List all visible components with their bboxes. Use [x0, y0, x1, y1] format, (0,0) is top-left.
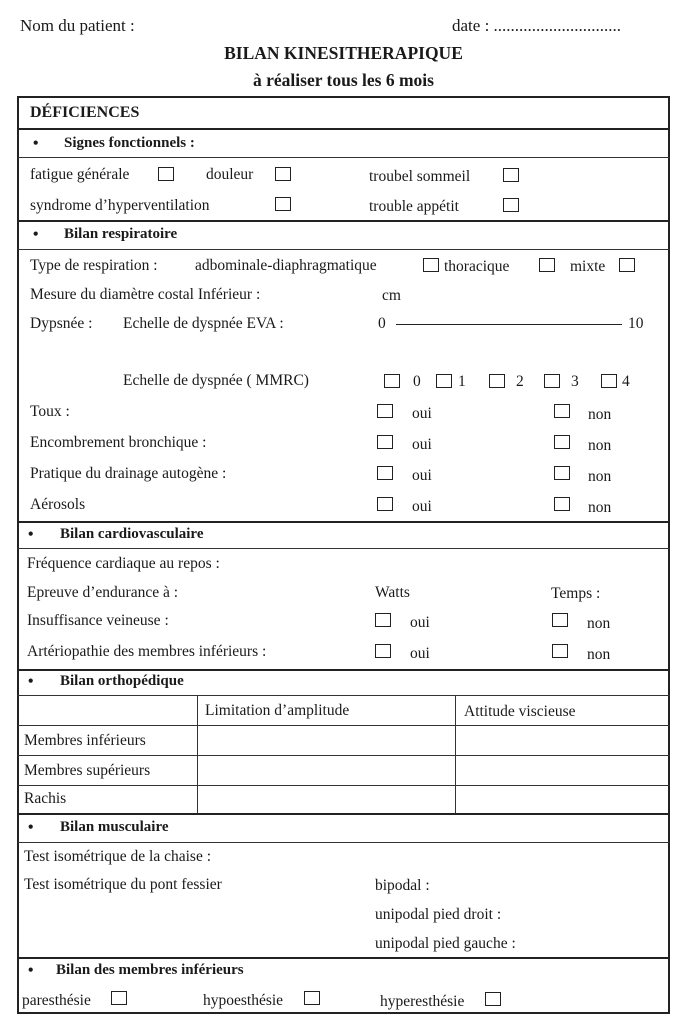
toux-oui-checkbox[interactable] — [377, 404, 393, 418]
eva-scale-line[interactable] — [396, 324, 622, 325]
signes-fonctionnels-heading: Signes fonctionnels : — [64, 135, 195, 151]
aerosols-non-checkbox[interactable] — [554, 497, 570, 511]
mmrc-label: Echelle de dyspnée ( MMRC) — [123, 372, 309, 389]
paresthesie-label: paresthésie — [22, 992, 91, 1009]
dyspnee-label: Dypsnée : — [30, 315, 93, 332]
bullet: • — [28, 673, 34, 690]
bullet: • — [28, 962, 34, 979]
temps-label: Temps : — [551, 585, 601, 602]
hyperesthesie-label: hyperesthésie — [380, 993, 465, 1010]
paresthesie-checkbox[interactable] — [111, 991, 127, 1005]
appetit-checkbox[interactable] — [503, 198, 519, 212]
mmrc-3-checkbox[interactable] — [544, 374, 560, 388]
non-label: non — [588, 437, 612, 454]
oui-label: oui — [412, 498, 432, 515]
thoracique-label: thoracique — [444, 258, 510, 275]
drainage-oui-checkbox[interactable] — [377, 466, 393, 480]
eva-label: Echelle de dyspnée EVA : — [123, 315, 284, 332]
encombrement-label: Encombrement bronchique : — [30, 434, 207, 451]
type-respiration-label: Type de respiration : — [30, 257, 158, 274]
abdominale-checkbox[interactable] — [423, 258, 439, 272]
mmrc-4-checkbox[interactable] — [601, 374, 617, 388]
mmrc-1-checkbox[interactable] — [436, 374, 452, 388]
hypoesthesie-label: hypoesthésie — [203, 992, 284, 1009]
patient-name-label: Nom du patient : — [20, 16, 135, 35]
divider — [17, 521, 670, 523]
mmrc-3-label: 3 — [571, 373, 579, 390]
mmrc-1-label: 1 — [458, 373, 466, 390]
unipodal-gauche-label: unipodal pied gauche : — [375, 935, 516, 952]
encombrement-oui-checkbox[interactable] — [377, 435, 393, 449]
sommeil-checkbox[interactable] — [503, 168, 519, 182]
bullet: • — [33, 226, 39, 243]
divider — [17, 813, 670, 815]
eva-max: 10 — [628, 315, 644, 332]
ortho-col-attitude: Attitude viscieuse — [464, 703, 576, 720]
eva-min: 0 — [378, 315, 386, 332]
arteriopathie-label: Artériopathie des membres inférieurs : — [27, 643, 267, 660]
mmrc-0-label: 0 — [413, 373, 421, 390]
ortho-col-divider — [197, 695, 198, 813]
aerosols-oui-checkbox[interactable] — [377, 497, 393, 511]
bilan-musculaire-heading: Bilan musculaire — [60, 819, 169, 835]
aerosols-label: Aérosols — [30, 496, 86, 513]
deficiences-heading: DÉFICIENCES — [30, 104, 140, 121]
divider — [17, 695, 670, 696]
divider — [17, 157, 670, 158]
mmrc-4-label: 4 — [622, 373, 630, 390]
divider — [17, 842, 670, 843]
mixte-label: mixte — [570, 258, 606, 275]
mmrc-0-checkbox[interactable] — [384, 374, 400, 388]
mmrc-2-checkbox[interactable] — [489, 374, 505, 388]
insuffisance-oui-checkbox[interactable] — [375, 613, 391, 627]
insuffisance-non-checkbox[interactable] — [552, 613, 568, 627]
ortho-row-membres-sup: Membres supérieurs — [24, 762, 151, 779]
epreuve-label: Epreuve d’endurance à : — [27, 584, 179, 601]
oui-label: oui — [410, 614, 430, 631]
douleur-checkbox[interactable] — [275, 167, 291, 181]
bipodal-label: bipodal : — [375, 877, 430, 894]
hyperventilation-checkbox[interactable] — [275, 197, 291, 211]
divider — [17, 957, 670, 959]
toux-label: Toux : — [30, 403, 70, 420]
appetit-label: trouble appétit — [369, 198, 459, 215]
bilan-ortho-heading: Bilan orthopédique — [60, 673, 184, 689]
ortho-col-limitation: Limitation d’amplitude — [205, 702, 350, 719]
mmrc-2-label: 2 — [516, 373, 524, 390]
oui-label: oui — [412, 405, 432, 422]
bilan-membres-inf-heading: Bilan des membres inférieurs — [56, 962, 244, 978]
divider — [17, 755, 670, 756]
drainage-non-checkbox[interactable] — [554, 466, 570, 480]
bilan-cardio-heading: Bilan cardiovasculaire — [60, 526, 204, 542]
encombrement-non-checkbox[interactable] — [554, 435, 570, 449]
toux-non-checkbox[interactable] — [554, 404, 570, 418]
abdominale-label: adbominale-diaphragmatique — [195, 257, 377, 274]
fatigue-checkbox[interactable] — [158, 167, 174, 181]
ortho-row-rachis: Rachis — [24, 790, 67, 807]
bullet: • — [28, 819, 34, 836]
watts-label: Watts — [375, 584, 410, 601]
date-label: date : .............................. — [452, 16, 622, 35]
form-title: BILAN KINESITHERAPIQUE — [224, 43, 463, 63]
hyperventilation-label: syndrome d’hyperventilation — [30, 197, 210, 214]
mesure-label: Mesure du diamètre costal Inférieur : — [30, 286, 261, 303]
chaise-label: Test isométrique de la chaise : — [24, 848, 212, 865]
divider — [17, 128, 670, 130]
mixte-checkbox[interactable] — [619, 258, 635, 272]
insuffisance-label: Insuffisance veineuse : — [27, 612, 169, 629]
fatigue-label: fatigue générale — [30, 166, 130, 183]
non-label: non — [588, 468, 612, 485]
non-label: non — [588, 499, 612, 516]
bullet: • — [28, 526, 34, 543]
thoracique-checkbox[interactable] — [539, 258, 555, 272]
unipodal-droit-label: unipodal pied droit : — [375, 906, 502, 923]
non-label: non — [588, 406, 612, 423]
hypoesthesie-checkbox[interactable] — [304, 991, 320, 1005]
ortho-row-membres-inf: Membres inférieurs — [24, 732, 146, 749]
bilan-respiratoire-heading: Bilan respiratoire — [64, 226, 178, 242]
divider — [17, 725, 670, 726]
drainage-label: Pratique du drainage autogène : — [30, 465, 227, 482]
oui-label: oui — [410, 645, 430, 662]
arteriopathie-non-checkbox[interactable] — [552, 644, 568, 658]
bullet: • — [33, 135, 39, 152]
divider — [17, 548, 670, 549]
mesure-unit: cm — [382, 287, 401, 304]
hyperesthesie-checkbox[interactable] — [485, 992, 501, 1006]
non-label: non — [587, 615, 611, 632]
divider — [17, 249, 670, 250]
divider — [17, 220, 670, 222]
frequence-label: Fréquence cardiaque au repos : — [27, 555, 220, 572]
oui-label: oui — [412, 436, 432, 453]
divider — [17, 785, 670, 786]
non-label: non — [587, 646, 611, 663]
arteriopathie-oui-checkbox[interactable] — [375, 644, 391, 658]
form-subtitle: à réaliser tous les 6 mois — [253, 70, 434, 90]
sommeil-label: troubel sommeil — [369, 168, 471, 185]
divider — [17, 669, 670, 671]
pont-label: Test isométrique du pont fessier — [24, 876, 222, 893]
douleur-label: douleur — [206, 166, 254, 183]
oui-label: oui — [412, 467, 432, 484]
ortho-col-divider — [455, 695, 456, 813]
